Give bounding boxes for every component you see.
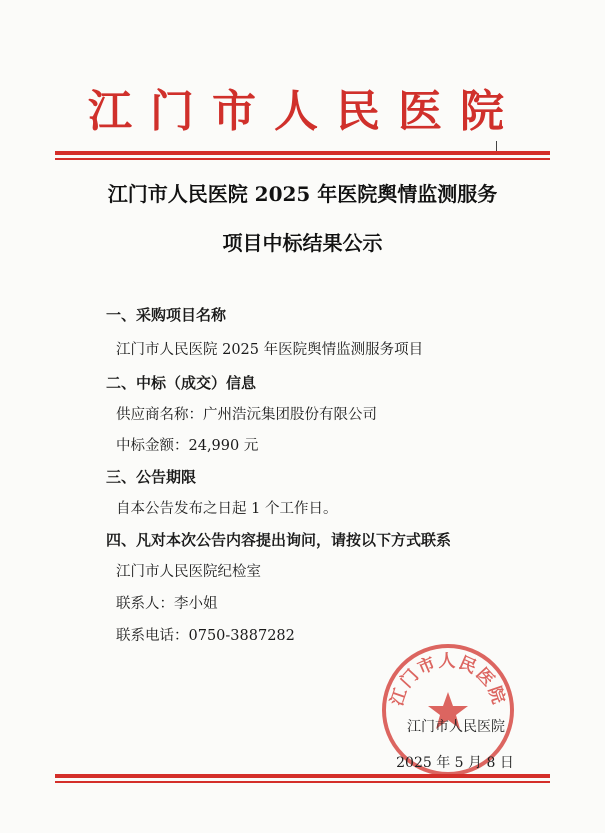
- letterhead-title: 江门市人民医院: [88, 86, 522, 137]
- footer-rule-thick: [55, 774, 550, 778]
- svg-text:江门市人民医院: 江门市人民医院: [387, 651, 509, 709]
- contact-department-text: 江门市人民医院纪检室: [116, 564, 261, 580]
- award-amount-text: 中标金额：24,990 元: [116, 438, 259, 454]
- contact-phone-text: 联系电话：0750-3887282: [116, 628, 295, 644]
- signing-date: 2025 年 5 月 8 日: [396, 755, 514, 771]
- footer-rule-thin: [55, 781, 550, 783]
- section-heading-contact: 四、凡对本次公告内容提出询问，请按以下方式联系: [106, 531, 452, 549]
- notice-period-text: 自本公告发布之日起 1 个工作日。: [116, 501, 338, 517]
- project-name-text: 江门市人民医院 2025 年医院舆情监测服务项目: [116, 342, 424, 358]
- scan-mark: [496, 141, 497, 151]
- section-heading-notice-period: 三、公告期限: [106, 468, 197, 486]
- supplier-name-text: 供应商名称：广州浩沅集团股份有限公司: [116, 407, 377, 423]
- section-heading-award-info: 二、中标（成交）信息: [106, 374, 257, 392]
- letterhead-rule-thick: [55, 151, 550, 155]
- signing-organization: 江门市人民医院: [407, 719, 505, 735]
- letterhead-rule-thin: [55, 158, 550, 160]
- contact-person-text: 联系人：李小姐: [116, 596, 218, 612]
- section-heading-project-name: 一、采购项目名称: [106, 306, 227, 324]
- document-title-line1: 江门市人民医院 2025 年医院舆情监测服务: [107, 182, 498, 206]
- document-title-line2: 项目中标结果公示: [222, 231, 383, 255]
